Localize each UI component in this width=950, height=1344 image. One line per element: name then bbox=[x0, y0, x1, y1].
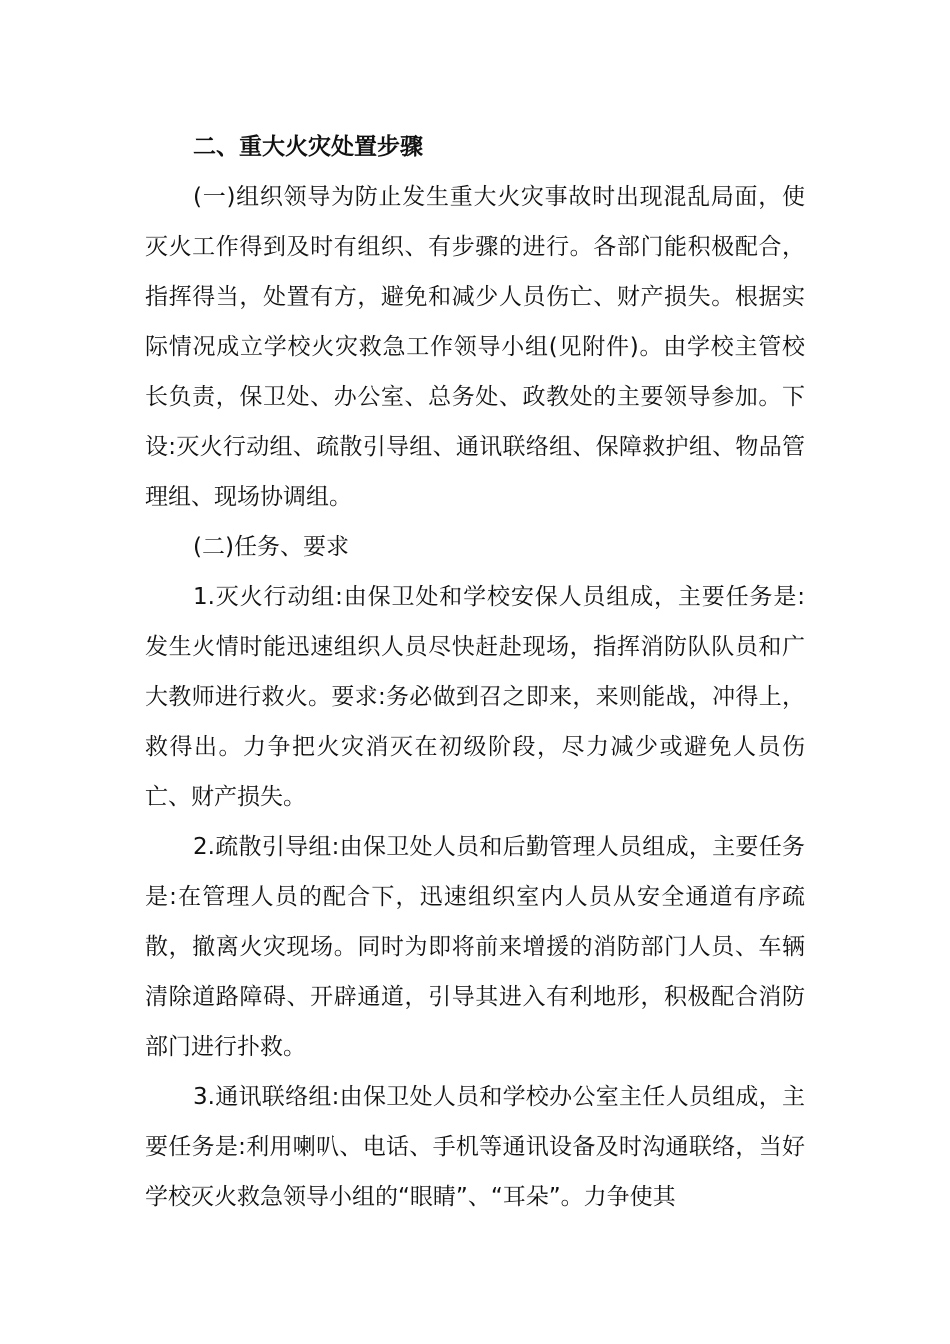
paragraph-tasks-heading: (二)任务、要求 bbox=[193, 534, 349, 560]
paragraph-communication-team: 3.通讯联络组:由保卫处人员和学校办公室主任人员组成，主要任务是:利用喇叭、电话、手机等通讯设备及时沟通联络，当好学校灭火救急领导小组的“眼睛”、“耳朵”。力争使其 bbox=[145, 1084, 805, 1210]
paragraph-organization: (一)组织领导为防止发生重大火灾事故时出现混乱局面，使灭火工作得到及时有组织、有步骤的进行。各部门能积极配合，指挥得当，处置有方，避免和减少人员伤亡、财产损失。根据实际情况成立学校火灾救急工作领导小组(见附件)。由学校主管校长负责，保卫处、办公室、总务处、政教处的主要领导参加。下设:灭火行动组、疏散引导组、通讯联络组、保障救护组、物品管理组、现场协调组。 bbox=[145, 184, 805, 510]
document-page bbox=[145, 122, 805, 1222]
paragraph-evacuation-team: 2.疏散引导组:由保卫处人员和后勤管理人员组成，主要任务是:在管理人员的配合下，迅速组织室内人员从安全通道有序疏散，撤离火灾现场。同时为即将前来增援的消防部门人员、车辆清除道路障碍、开辟通道，引导其进入有利地形，积极配合消防部门进行扑救。 bbox=[145, 834, 805, 1060]
section-heading: 二、重大火灾处置步骤 bbox=[193, 134, 423, 160]
paragraph-firefighting-team: 1.灭火行动组:由保卫处和学校安保人员组成，主要任务是:发生火情时能迅速组织人员尽快赶赴现场，指挥消防队队员和广大教师进行救火。要求:务必做到召之即来，来则能战，冲得上，救得出。力争把火灾消灭在初级阶段，尽力减少或避免人员伤亡、财产损失。 bbox=[145, 584, 805, 810]
